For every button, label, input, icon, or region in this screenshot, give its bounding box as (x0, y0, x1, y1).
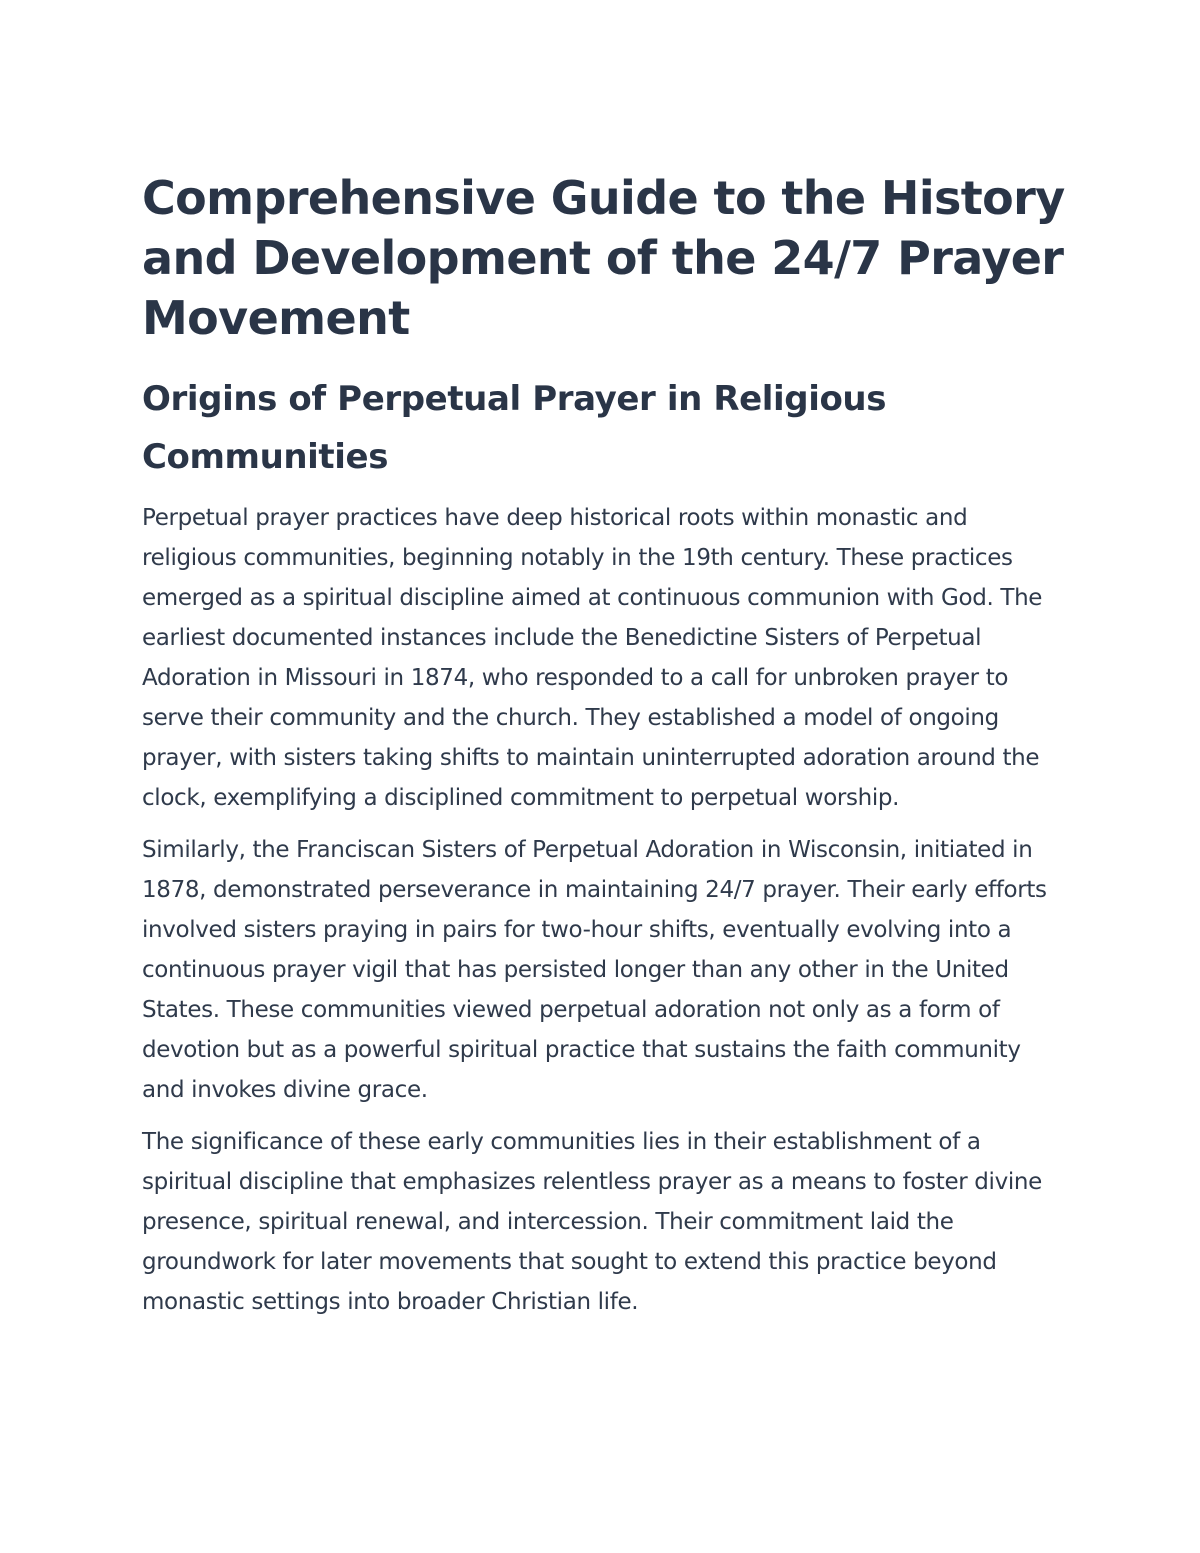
section-heading: Origins of Perpetual Prayer in Religious Communities (142, 379, 887, 477)
document-page (142, 168, 1067, 1322)
paragraph-1: Perpetual prayer practices have deep historical roots within monastic and religious communities, beginning notably in the 19th century. These practices emerged as a spiritual discipline aimed at continuous communion with God. The earliest documented instances include the Benedictine Sisters of Perpetual Adoration in Missouri in 1874, who responded to a call for unbroken prayer to serve their community and the church. They established a model of ongoing prayer, with sisters taking shifts to maintain uninterrupted adoration around the clock, exemplifying a disciplined commitment to perpetual worship. (142, 505, 1043, 811)
paragraph-3: The significance of these early communities lies in their establishment of a spiritual discipline that emphasizes relentless prayer as a means to foster divine presence, spiritual renewal, and intercession. Their commitment laid the groundwork for later movements that sought to extend this practice beyond monastic settings into broader Christian life. (142, 1129, 1042, 1315)
document-title: Comprehensive Guide to the History and Development of the 24/7 Prayer Movement (142, 171, 1065, 345)
section-origins (142, 370, 1067, 1322)
paragraph-2: Similarly, the Franciscan Sisters of Perpetual Adoration in Wisconsin, initiated in 1878, demonstrated perseverance in maintaining 24/7 prayer. Their early efforts involved sisters praying in pairs for two-hour shifts, eventually evolving into a continuous prayer vigil that has persisted longer than any other in the United States. These communities viewed perpetual adoration not only as a form of devotion but as a powerful spiritual practice that sustains the faith community and invokes divine grace. (142, 837, 1047, 1103)
